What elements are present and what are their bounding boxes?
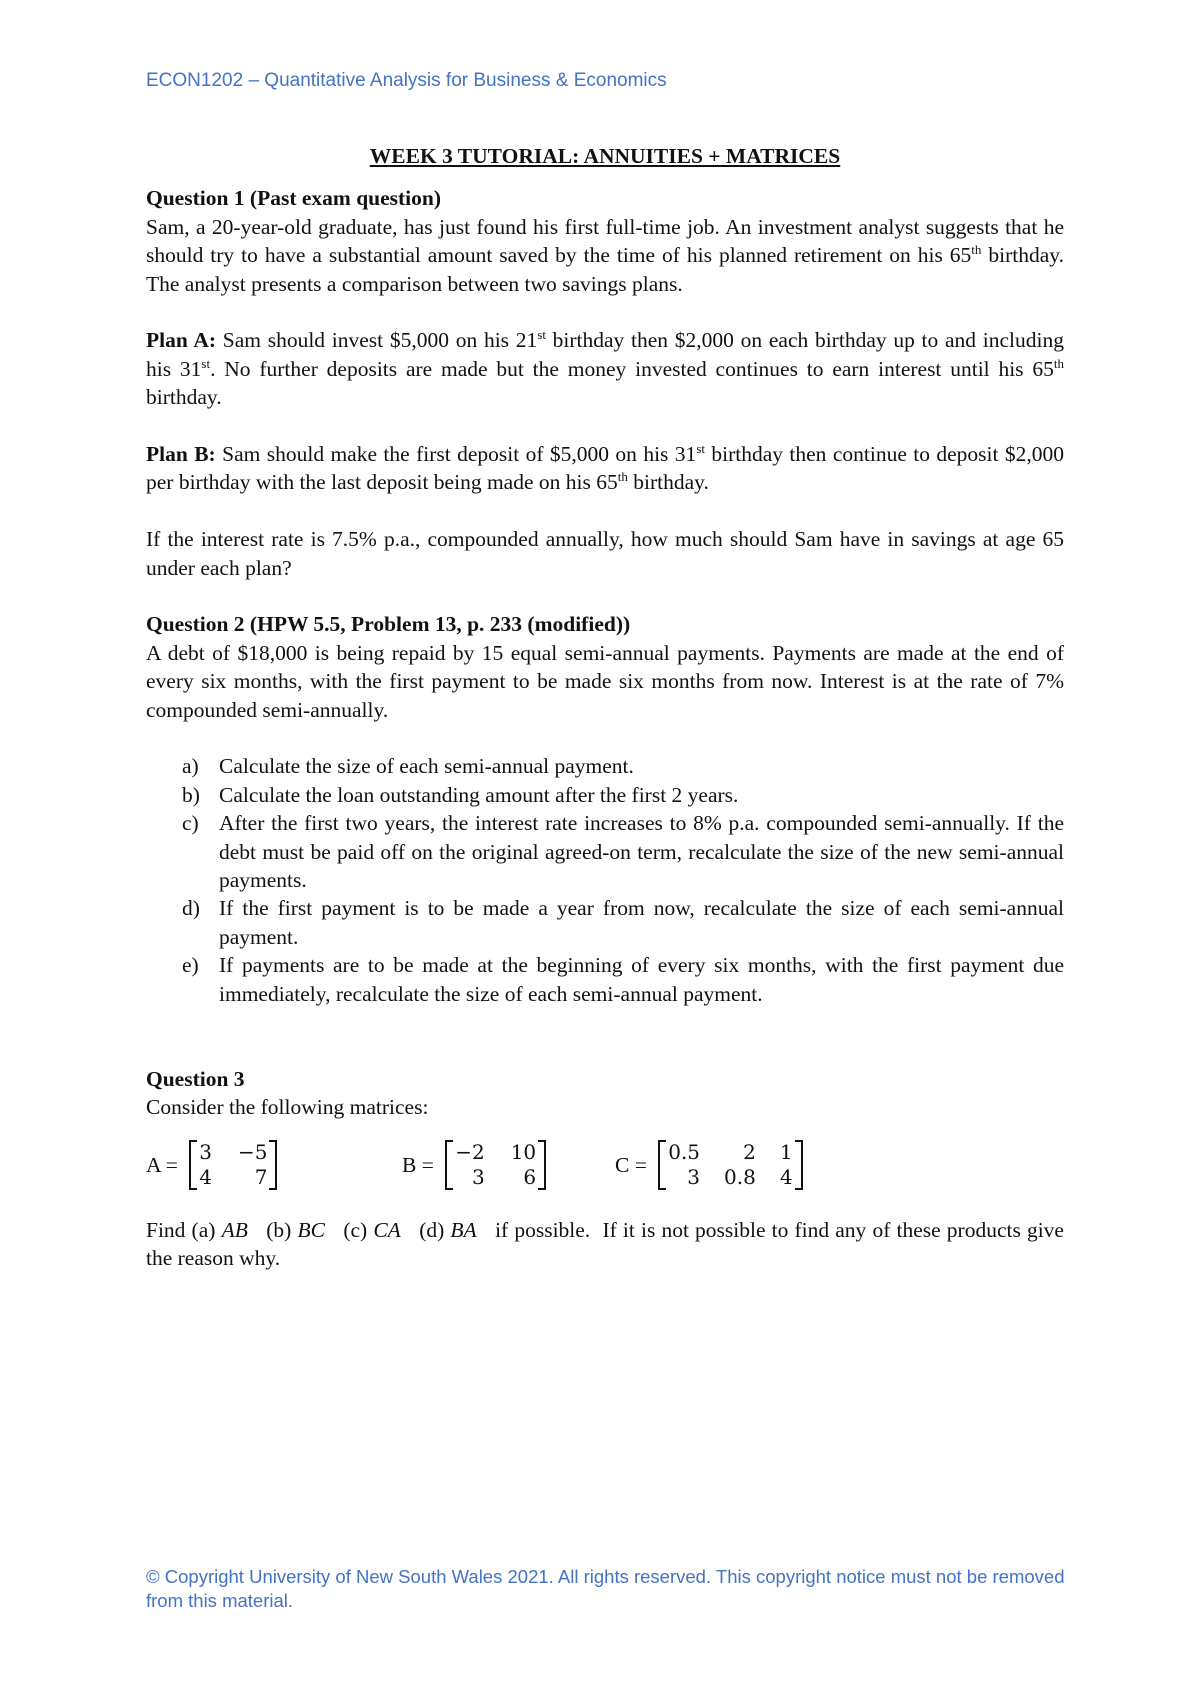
list-item: e) If payments are to be made at the beginning of every six months, with the first payment due immediately, recalculate the size of each semi-annual payment. <box>182 953 1064 1006</box>
list-item: d) If the first payment is to be made a year from now, recalculate the size of each semi-annual payment. <box>182 896 1064 949</box>
copyright-footer: © Copyright University of New South Wales 2021. All rights reserved. This copyright notice must not be removed from this material. <box>146 1566 1065 1611</box>
matrices-row <box>146 1132 1064 1198</box>
question-2-intro: A debt of $18,000 is being repaid by 15 equal semi-annual payments. Payments are made at the end of every six months, with the first payment to be made six months from now. Interest is at the rate of 7% compounded semi-annually. <box>146 640 1064 722</box>
plan-b-label: Plan B: <box>146 442 216 467</box>
document-body <box>146 142 1070 1273</box>
plan-b: Plan B: Sam should make the first deposit of $5,000 on his 31st birthday then continue to deposit $2,000 per birthday with the last deposit being made on his 65th birthday. <box>146 441 1064 495</box>
question-3-heading: Question 3 <box>146 1066 245 1091</box>
matrix-a: A = 3 −5 4 7 <box>146 1140 402 1190</box>
matrix-b: B = −2 10 3 6 <box>402 1140 615 1190</box>
question-1-intro: Sam, a 20-year-old graduate, has just found his first full-time job. An investment analyst suggests that he should try to have a substantial amount saved by the time of his planned retirement on his 65th birthday. The analyst presents a comparison between two savings plans. <box>146 214 1064 296</box>
question-3-prompt: Find (a) AB (b) BC (c) CA (d) BA if possible. If it is not possible to find any of these products give the reason why. <box>146 1217 1070 1271</box>
list-item: b) Calculate the loan outstanding amount after the first 2 years. <box>182 782 739 807</box>
matrix-c: C = 0.5 2 1 3 0.8 4 <box>615 1140 803 1190</box>
question-2-parts <box>146 752 1064 1008</box>
course-header: ECON1202 – Quantitative Analysis for Business & Economics <box>146 70 667 91</box>
page-title: WEEK 3 TUTORIAL: ANNUITIES + MATRICES <box>369 144 841 168</box>
question-2-heading: Question 2 (HPW 5.5, Problem 13, p. 233 (modified)) <box>146 612 631 637</box>
question-1-heading: Question 1 (Past exam question) <box>146 186 442 211</box>
plan-a-label: Plan A: <box>146 328 217 353</box>
plan-a: Plan A: Sam should invest $5,000 on his 21st birthday then $2,000 on each birthday up to and including his 31st. No further deposits are made but the money invested continues to earn interest until his 65th birthday. <box>146 327 1064 410</box>
question-1-prompt: If the interest rate is 7.5% p.a., compounded annually, how much should Sam have in savings at age 65 under each plan? <box>146 527 1064 580</box>
list-item: a) Calculate the size of each semi-annual payment. <box>182 754 634 779</box>
question-3-intro: Consider the following matrices: <box>146 1095 429 1120</box>
list-item: c) After the first two years, the interest rate increases to 8% p.a. compounded semi-annually. If the debt must be paid off on the original agreed-on term, recalculate the size of the new semi-annual payments. <box>182 811 1064 893</box>
